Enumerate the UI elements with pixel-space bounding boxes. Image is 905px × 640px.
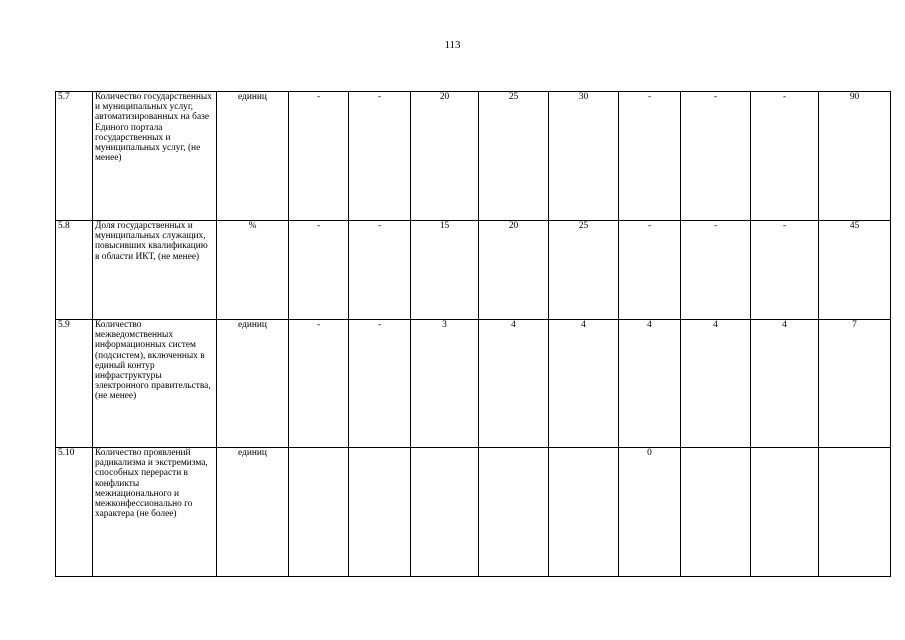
value-cell	[479, 448, 549, 577]
unit-cell: единиц	[217, 448, 289, 577]
value-cell: -	[751, 221, 819, 320]
value-cell: -	[619, 221, 681, 320]
unit-cell: единиц	[217, 92, 289, 221]
row-number: 5.9	[56, 320, 93, 448]
indicator-name: Количество государственных и муниципальных услуг, автоматизированных на базе Единого портала государственных и муниципальных услуг, (не менее)	[93, 92, 217, 221]
value-cell: 20	[411, 92, 479, 221]
value-cell: -	[349, 92, 411, 221]
value-cell: 3	[411, 320, 479, 448]
row-number: 5.10	[56, 448, 93, 577]
page-number: 113	[444, 39, 461, 51]
table-row	[56, 92, 891, 221]
unit-cell: единиц	[217, 320, 289, 448]
value-cell: -	[289, 221, 349, 320]
value-cell	[411, 448, 479, 577]
value-cell: 20	[479, 221, 549, 320]
table-row	[56, 221, 891, 320]
row-number: 5.7	[56, 92, 93, 221]
value-cell: 0	[619, 448, 681, 577]
value-cell: 4	[549, 320, 619, 448]
value-cell: -	[349, 320, 411, 448]
value-cell: 4	[479, 320, 549, 448]
value-cell	[681, 448, 751, 577]
unit-cell: %	[217, 221, 289, 320]
value-cell: 4	[751, 320, 819, 448]
value-cell: -	[349, 221, 411, 320]
row-number: 5.8	[56, 221, 93, 320]
value-cell	[289, 448, 349, 577]
value-cell: -	[681, 92, 751, 221]
indicator-name: Доля государственных и муниципальных служащих, повысивших квалификацию в области ИКТ, (не менее)	[93, 221, 217, 320]
value-cell: 7	[819, 320, 891, 448]
value-cell: 25	[549, 221, 619, 320]
indicator-name: Количество проявлений радикализма и экстремизма, способных перерасти в конфликты межнационального и межконфессионально го характера (не более)	[93, 448, 217, 577]
value-cell: 15	[411, 221, 479, 320]
value-cell	[549, 448, 619, 577]
table-row	[56, 448, 891, 577]
value-cell: -	[751, 92, 819, 221]
value-cell	[751, 448, 819, 577]
value-cell: -	[289, 92, 349, 221]
value-cell: 25	[479, 92, 549, 221]
value-cell: 90	[819, 92, 891, 221]
value-cell: 4	[619, 320, 681, 448]
value-cell: -	[619, 92, 681, 221]
indicator-name: Количество межведомственных информационных систем (подсистем), включенных в единый контур инфраструктуры электронного правительства, (не менее)	[93, 320, 217, 448]
value-cell: -	[289, 320, 349, 448]
table-row	[56, 320, 891, 448]
value-cell: 30	[549, 92, 619, 221]
value-cell: 4	[681, 320, 751, 448]
value-cell	[819, 448, 891, 577]
value-cell: 45	[819, 221, 891, 320]
value-cell	[349, 448, 411, 577]
value-cell: -	[681, 221, 751, 320]
indicators-table	[55, 91, 891, 577]
